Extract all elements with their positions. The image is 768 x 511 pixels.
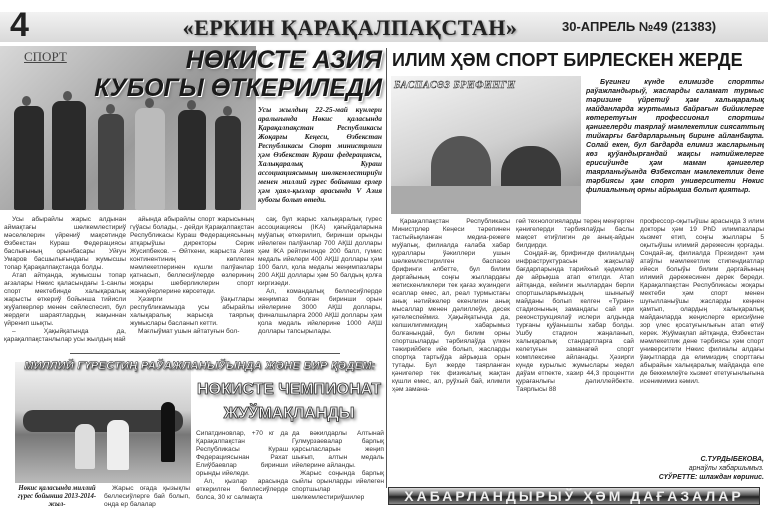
press-briefing-photo <box>391 76 581 214</box>
paragraph: Усы абырайлы жарыс алдынан аймақтағы шөлкемлестириў мәселелерин үйрениў мақсетинде Өзбекстан Кураш Федерациясы баслығының орынбасары Уйғун Умаров басшылығындағы жумысшы топар Қарақалпақстанда болды. <box>4 216 126 271</box>
headline-line-2: ЖУЎМАҚЛАНДЫ <box>223 405 355 422</box>
announcements-banner: ХАБАРЛАНДЫРЫЎ ҲӘМ ДАҒАЗАЛАР <box>388 487 760 505</box>
headline-line-1: НӨКИСТЕ ЧЕМПИОНАТ <box>196 381 382 398</box>
article-column <box>516 218 634 394</box>
referee-silhouette <box>161 402 175 462</box>
person-silhouette <box>14 106 44 210</box>
article-column <box>104 485 190 509</box>
article-lede: Усы жылдың 22-25-май күнлери аралығында Нөкис қаласында Қарақалпақстан Республикасы Жоқарғы Кеңеси, Өзбекстан Республикасы Спорт министрлиги ҳәм Өзбекстан Кураш федерациясы, Халықаралық Кураш ассоциациясының шөлкемлестириўи менен миллий гүрес бойынша ерлер ҳәм ҳаял-қызлар арасында V Азия кубогы болып өтеди. <box>258 105 382 204</box>
championship-photo <box>15 362 191 483</box>
paragraph: Жарыс оғада қызықлы беллесиўлерге бай болып, онда ер балалар <box>104 485 190 508</box>
person-silhouette <box>135 108 165 210</box>
article-column <box>258 216 382 336</box>
wrestler-silhouette <box>75 424 95 469</box>
wrestler-silhouette <box>107 420 129 470</box>
paragraph: Атап айтқанда, жумысшы топар ағзалары Нөкис қаласындағы 1-санлы спорт мектебинде халықаралық жарысты өткериў бойынша тийисли жуўапкерлер менен сөйлеспесип, бул жердеги шараятлардың жақыннан үйренип шықты. <box>4 272 126 327</box>
person-silhouette <box>98 114 124 210</box>
paragraph: гөй технологияларды терең меңгерген қәнигелерди тәрбиялаўды баслы мақсет етиўлигин де анық-айдын билдирди. <box>516 218 634 249</box>
paragraph: айында абырайлы спорт жарысының гүўасы болады, - дейди Қарақалпақстан Республикасы Кураш Федерациясының атқарыўшы директоры Серик Жусипбеков. – Өйткени, жарыста Азия континентиниң көплеген мәмлекетлеринен күшли палўанлар қатнасып, беллесиўлерде өзлериниң жоқары шеберликлерин спорт жанкүйерлерине көрсетеди. <box>130 216 254 295</box>
person-head <box>223 106 232 116</box>
column-divider <box>386 48 387 488</box>
paragraph: Ал, командалық беллесиўлерде жеңимпаз болған биринши орын ийелерине 3000 АҚШ доллары, финалшыларға 2000 АҚШ доллары ҳәм қола медаль ийелерине 1000 АҚШ доллары тапсырылады. <box>258 288 382 335</box>
paragraph: Сипатдиновлар, +70 кг да Қарақалпақстан Республикасы Кураш Федерациясынан Рахат Елиўбаевлар биринши орынды ийеледи. <box>196 430 288 477</box>
headline-line-2: КУБОГЫ ӨТКЕРИЛЕДИ <box>94 74 382 102</box>
paragraph: Ҳәзирги ўақытлары республикамызда усы абырайлы халықаралық жарысқа таярлық жумыслары басланып кетти. <box>130 296 254 327</box>
article-lede: Бүгинги күнде елимизде спортты раўажландырыў, жасларды саламат турмыс тәризине үйретиў ҳәм халықаралық майданларда журтымыз байрағын бийиклерге көтеретуғын профессионал спортшы қәнигелерди таярлаў мәмлекетлик сиясаттың тийкарғы бағдарларының бирине айланбақта. Солай екен, бул бағдарда елимиз жасларының көз қуўандырғандай жақсы нәтийжелерге ерисиўинде ҳәм маман қәнигелер таярланыўында Өзбекстан мәмлекетлик дене тәрбиясы ҳәм спорт университети Нөкис филиалының орны айрықша болып қиятыр. <box>586 77 764 194</box>
issue-date: 30-АПРЕЛЬ №49 (21383) <box>562 19 717 34</box>
article-column <box>130 216 254 336</box>
article-kicker: МИЛЛИЙ ГҮРЕСТИҢ РАЎАЖЛАНЫЎЫНДА ЖӘНЕ БИР ҚӘДЕМ: <box>24 360 376 372</box>
paragraph: – Ҳақыйқатында да, қарақалпақстанлылар усы жылдың май <box>4 328 126 343</box>
article-column <box>196 430 288 502</box>
masthead-title: «ЕРКИН ҚАРАҚАЛПАҚСТАН» <box>182 15 518 40</box>
table-surface <box>391 186 581 214</box>
photo-caption: Нөкис қаласында миллий гүрес бойынша 2013-2014-жыл- <box>17 485 97 509</box>
section-label: СПОРТ <box>24 49 67 64</box>
paragraph: да вәкилдарлы Алтынай Гулмурзаевалар барлық қарсыласларын жеңип шығып, алтын медаль ийелерине айланды. <box>292 430 384 469</box>
divider <box>70 353 340 354</box>
author-role: арнаўлы хабаршымыз. <box>688 465 764 472</box>
paragraph: сақ, бул жарыс халықаралық гүрес ассоциациясы (IKA) қағыйдаларына муўапық өткерилип, биринши орынды ийелеген палўанлар 700 АҚШ доллары ҳәм IKA рейтингинде 200 балл, гүмис медаль ийелери 400 АҚШ доллары ҳәм 100 балл, қола медалы жеңимпазлары 200 АҚШ доллары ҳәм 50 балдың қолға киргизеди. <box>258 216 382 287</box>
page-number: 4 <box>10 6 29 44</box>
person-silhouette <box>52 101 86 210</box>
crowd-silhouette <box>23 410 183 432</box>
paragraph: Мағлыўмат ушын айтатуғын бол- <box>138 328 240 335</box>
photo-credit: СҮЎРЕТТЕ: шлаждан көринис. <box>658 474 764 481</box>
paragraph: профессор-оқытыўшы арасында 3 илим докторы ҳәм 19 PhD илимпазлары хызмет етип, соңғы жыллары 5 оқытыўшы илимий дәрежесин қорғады. Сондай-ақ, филиалда Президент ҳәм атаўлы мәмлекетлик стипендиатлар ийеси болыўы билим дәргайының илимий дәрежесинен дерек береди. Қарақалпақстан Республикасы жоқары мектеби ҳәм спорт менен шуғылланыўшы жасларды кеңнен қамтып, олардың халықаралық майданларда жеңислерге ерисиўине зор үлес қосатуғынлығын атап өтиў керек. Жуўмақлап айтқанда, Өзбекстан мәмлекетлик дене тәрбиясы ҳәм спорт университети Нөкис филиалы алдағы ўақытларда да елимиздиң спорттағы абырайын халықаралық майданда еле де беккемлеўге хызмет ететуғынлығына исенимимиз кәмил. <box>640 218 764 385</box>
article-column <box>640 218 764 386</box>
paragraph: Ал, қызлар арасында өткерилген беллесиўлерде болса, 30 кг салмақта <box>196 478 288 501</box>
photo-label: БАСПАСӨЗ БРИФИНГИ <box>394 80 516 91</box>
headline: ИЛИМ ҲӘМ СПОРТ БИРЛЕСКЕН ЖЕРДЕ <box>392 50 743 70</box>
person-silhouette <box>178 110 206 210</box>
person-silhouette <box>215 116 241 210</box>
author-name: С.ТУРДЫБЕКОВА, <box>700 456 764 463</box>
paragraph: Жарыс соңында барлық сыйлы орынларды ийелеген спортшылар шөлкемлестириўшилер <box>292 470 384 501</box>
article-column <box>392 218 510 394</box>
paragraph: Қарақалпақстан Республикасы Министрлер Кеңеси тәрепинен тастыйықланған медиа-режеге муўапық, филиалда ғалаба хабар қураллары ўәкиллери ушын шөлкемлестирилген баспасөз брифинги әлбетте, бул билим дәргайының соңғы жыллардағы жетискенликлери тек қағаз жүзиндеги есаплар емес, ал, реал турмыстағы анық нәтийжелер екенлигин анық мысаллар менен дәлиллеўи, десек қәтелеспеймиз. Ҳақыйқатында да, келшилигимиздиң хабарымыз болғанындай, бул билим орны спортшыларды тәрбиялаўда үлкен тәжирийбеге ийе болып, жасларды спортқа тартыўда айрықша орын тутады. Бул жерде таярланған қәнигелер тек физикалық жақтан күшли емес, ал, руўхый бай, илимли ҳәм замана- <box>392 218 510 393</box>
article-column <box>4 216 126 344</box>
person-head <box>106 104 115 114</box>
headline-line-1: НӨКИСТЕ АЗИЯ <box>185 46 382 74</box>
article-column <box>292 430 384 502</box>
paragraph: Соңдай-ақ, брифингде филиалдың инфраструктурасын жақсылаў бағдарларында тарийхый қәдемлер де айрықша атап өтилди. Атап айтқанда, кейинги жыллардан берли спортшыларымыздың шынығыў майданы болып келген «Туран» стадионының замандагы сай ири реконструкциялаў ислери алдында турғаны қуўанышлы хабар болды. Ушбу стадион жаңаланып, халықаралық стандартларға сай келетуғын заманагөй спорт комплексине айланады. Ҳәзирги күнде курылыс жумыслары жедел даўам етпекте, хазир 44,3 процентти қурағанлығы дәлиллейбекте. Таярлысы 88 <box>516 250 634 393</box>
person-head <box>22 96 31 106</box>
